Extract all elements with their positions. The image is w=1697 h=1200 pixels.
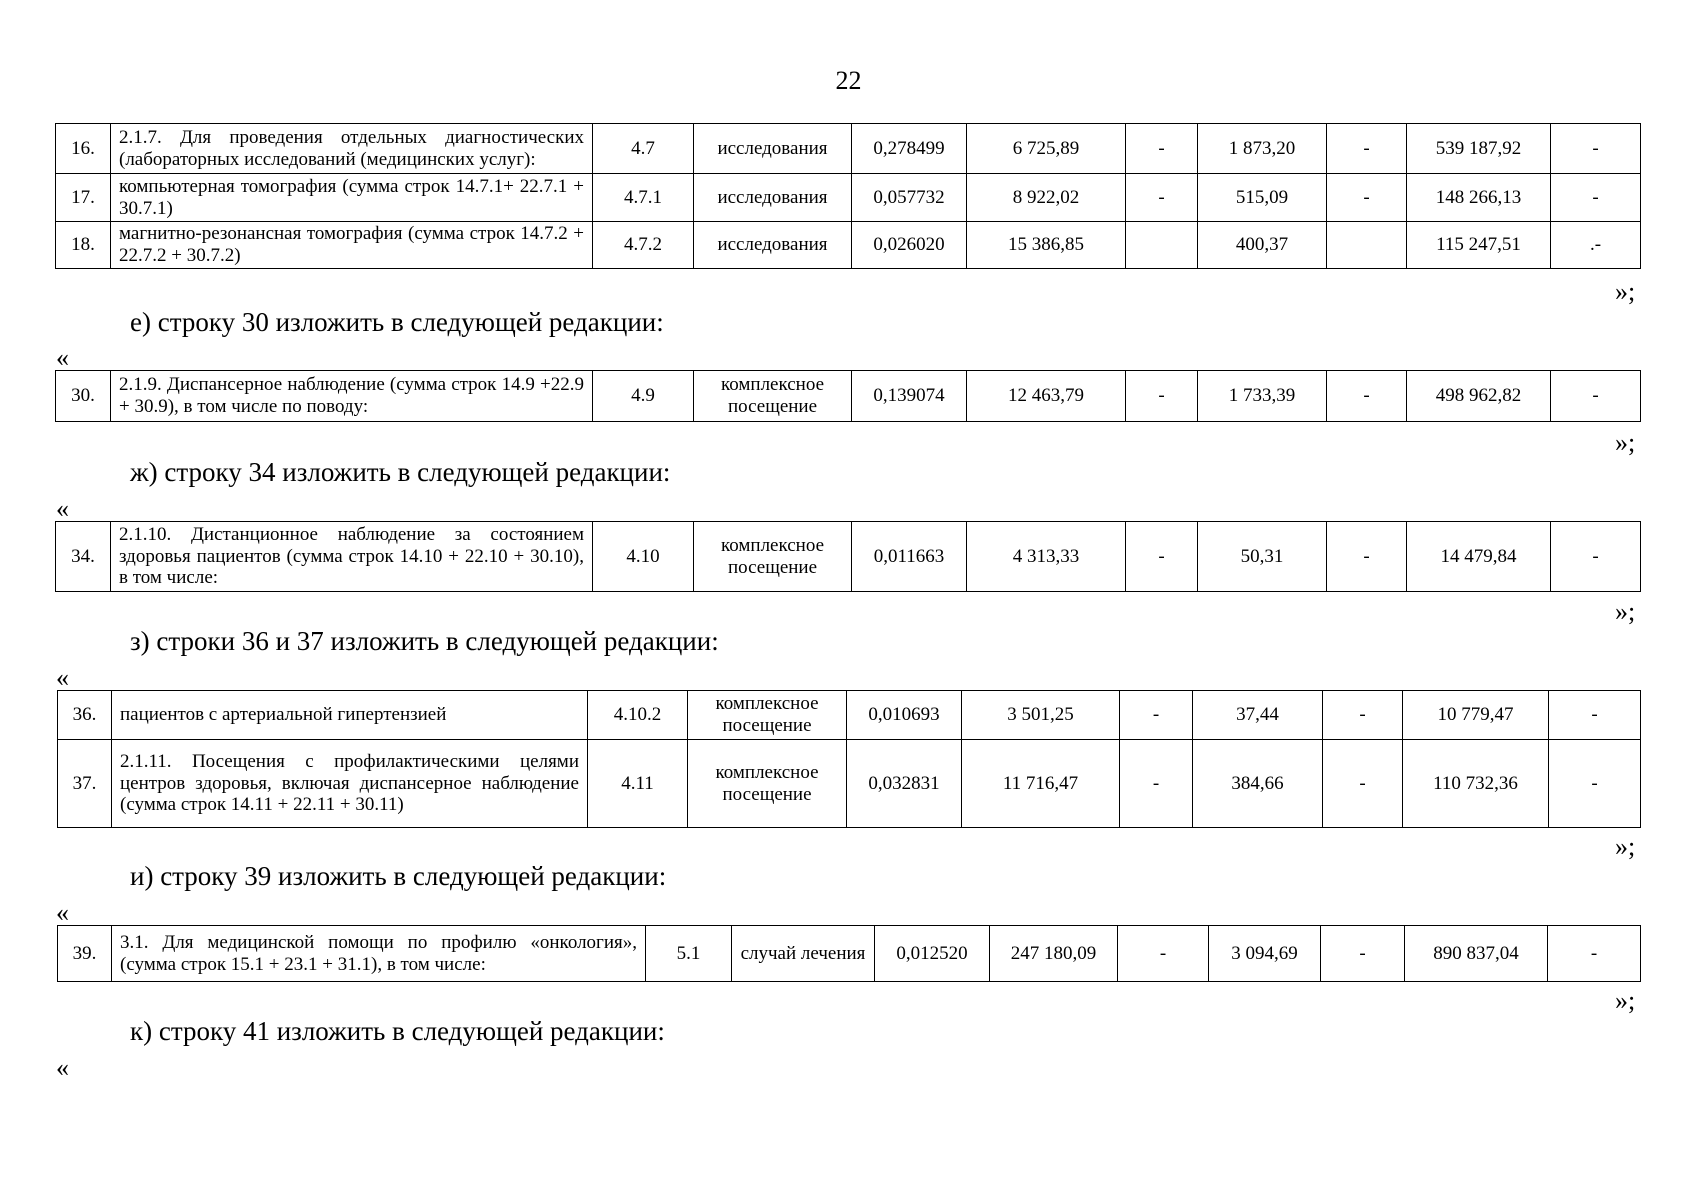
row-name: компьютерная томография (сумма строк 14.7.1+ 22.7.1 + 30.7.1) xyxy=(111,174,593,222)
row-name: 2.1.10. Дистанционное наблюдение за состоянием здоровья пациентов (сумма строк 14.10 + 22.10 + 30.10), в том числе: xyxy=(111,522,593,592)
open-quote: « xyxy=(56,1053,69,1082)
amendment-intro: з) строки 36 и 37 изложить в следующей редакции: xyxy=(130,626,719,656)
row-code: 5.1 xyxy=(646,926,732,982)
amendment-intro: е) строку 30 изложить в следующей редакции: xyxy=(130,307,664,337)
row-col7: - xyxy=(1120,740,1193,828)
row-col10: 110 732,36 xyxy=(1403,740,1549,828)
close-quote: »; xyxy=(1615,277,1636,306)
row-code: 4.10.2 xyxy=(588,691,688,740)
row-number: 39. xyxy=(58,926,112,982)
table-row xyxy=(56,174,1641,222)
row-cost: 12 463,79 xyxy=(967,371,1126,422)
row-col11: - xyxy=(1551,124,1641,174)
close-quote: »; xyxy=(1615,597,1636,626)
amendment-intro: ж) строку 34 изложить в следующей редакции: xyxy=(130,457,671,487)
row-col11: .- xyxy=(1551,222,1641,269)
row-number: 34. xyxy=(56,522,111,592)
row-cost: 3 501,25 xyxy=(962,691,1120,740)
row-volume: 0,139074 xyxy=(852,371,967,422)
amendment-intro: и) строку 39 изложить в следующей редакции: xyxy=(130,861,667,891)
open-quote: « xyxy=(56,663,69,692)
row-unit: комплексное посещение xyxy=(694,522,852,592)
row-name: 2.1.9. Диспансерное наблюдение (сумма строк 14.9 +22.9 + 30.9), в том числе по поводу: xyxy=(111,371,593,422)
row-col11: - xyxy=(1549,740,1641,828)
open-quote: « xyxy=(56,494,69,523)
row-col8: 50,31 xyxy=(1198,522,1327,592)
row-col9 xyxy=(1327,222,1407,269)
row-name: 3.1. Для медицинской помощи по профилю «онкология», (сумма строк 15.1 + 23.1 + 31.1), в том числе: xyxy=(112,926,646,982)
row-col11: - xyxy=(1551,522,1641,592)
table-row-39 xyxy=(57,925,1641,982)
row-col7: - xyxy=(1126,371,1198,422)
row-cost: 6 725,89 xyxy=(967,124,1126,174)
row-number: 16. xyxy=(56,124,111,174)
row-cost: 15 386,85 xyxy=(967,222,1126,269)
table-rows-36-37 xyxy=(57,690,1641,828)
row-volume: 0,012520 xyxy=(875,926,990,982)
amendment-intro: к) строку 41 изложить в следующей редакции: xyxy=(130,1016,665,1046)
row-col7: - xyxy=(1120,691,1193,740)
row-unit: комплексное посещение xyxy=(694,371,852,422)
row-col7 xyxy=(1126,222,1198,269)
row-col8: 384,66 xyxy=(1193,740,1323,828)
table-row xyxy=(56,371,1641,422)
row-unit: случай лечения xyxy=(732,926,875,982)
row-cost: 247 180,09 xyxy=(990,926,1118,982)
row-volume: 0,026020 xyxy=(852,222,967,269)
row-volume: 0,011663 xyxy=(852,522,967,592)
table-row xyxy=(58,926,1641,982)
row-cost: 11 716,47 xyxy=(962,740,1120,828)
row-name: магнитно-резонансная томография (сумма строк 14.7.2 + 22.7.2 + 30.7.2) xyxy=(111,222,593,269)
row-col8: 37,44 xyxy=(1193,691,1323,740)
row-code: 4.10 xyxy=(593,522,694,592)
row-col10: 14 479,84 xyxy=(1407,522,1551,592)
row-col8: 1 733,39 xyxy=(1198,371,1327,422)
table-row xyxy=(56,124,1641,174)
row-code: 4.7.2 xyxy=(593,222,694,269)
row-col9: - xyxy=(1327,522,1407,592)
row-unit: исследования xyxy=(694,222,852,269)
table-row xyxy=(58,691,1641,740)
open-quote: « xyxy=(56,898,69,927)
row-code: 4.7 xyxy=(593,124,694,174)
row-col10: 498 962,82 xyxy=(1407,371,1551,422)
table-row xyxy=(56,222,1641,269)
row-col9: - xyxy=(1327,371,1407,422)
table-rows-16-18 xyxy=(55,123,1641,269)
row-col10: 115 247,51 xyxy=(1407,222,1551,269)
close-quote: »; xyxy=(1615,428,1636,457)
close-quote: »; xyxy=(1615,832,1636,861)
row-volume: 0,032831 xyxy=(847,740,962,828)
table-row xyxy=(58,740,1641,828)
row-col10: 539 187,92 xyxy=(1407,124,1551,174)
row-col10: 890 837,04 xyxy=(1405,926,1548,982)
row-col7: - xyxy=(1118,926,1209,982)
table-row-34 xyxy=(55,521,1641,592)
row-code: 4.9 xyxy=(593,371,694,422)
row-col11: - xyxy=(1548,926,1641,982)
row-name: пациентов с артериальной гипертензией xyxy=(112,691,588,740)
row-col7: - xyxy=(1126,124,1198,174)
row-col8: 1 873,20 xyxy=(1198,124,1327,174)
row-number: 17. xyxy=(56,174,111,222)
row-cost: 4 313,33 xyxy=(967,522,1126,592)
close-quote: »; xyxy=(1615,986,1636,1015)
row-col7: - xyxy=(1126,522,1198,592)
row-number: 30. xyxy=(56,371,111,422)
row-col8: 3 094,69 xyxy=(1209,926,1321,982)
row-name: 2.1.7. Для проведения отдельных диагностических (лабораторных исследований (медицинских услуг): xyxy=(111,124,593,174)
row-col7: - xyxy=(1126,174,1198,222)
row-col9: - xyxy=(1323,691,1403,740)
row-number: 36. xyxy=(58,691,112,740)
row-number: 37. xyxy=(58,740,112,828)
row-unit: комплексное посещение xyxy=(688,691,847,740)
row-unit: комплексное посещение xyxy=(688,740,847,828)
row-col8: 400,37 xyxy=(1198,222,1327,269)
row-col9: - xyxy=(1327,124,1407,174)
row-col8: 515,09 xyxy=(1198,174,1327,222)
page-number: 22 xyxy=(835,66,862,95)
row-code: 4.11 xyxy=(588,740,688,828)
row-col10: 10 779,47 xyxy=(1403,691,1549,740)
row-col9: - xyxy=(1327,174,1407,222)
row-volume: 0,057732 xyxy=(852,174,967,222)
row-volume: 0,010693 xyxy=(847,691,962,740)
table-row xyxy=(56,522,1641,592)
row-col11: - xyxy=(1551,371,1641,422)
row-unit: исследования xyxy=(694,174,852,222)
row-volume: 0,278499 xyxy=(852,124,967,174)
row-code: 4.7.1 xyxy=(593,174,694,222)
row-col10: 148 266,13 xyxy=(1407,174,1551,222)
open-quote: « xyxy=(56,343,69,372)
row-unit: исследования xyxy=(694,124,852,174)
row-col11: - xyxy=(1549,691,1641,740)
row-cost: 8 922,02 xyxy=(967,174,1126,222)
row-name: 2.1.11. Посещения с профилактическими целями центров здоровья, включая диспансерное наблюдение (сумма строк 14.11 + 22.11 + 30.11) xyxy=(112,740,588,828)
row-col9: - xyxy=(1321,926,1405,982)
table-row-30 xyxy=(55,370,1641,422)
row-col11: - xyxy=(1551,174,1641,222)
row-number: 18. xyxy=(56,222,111,269)
row-col9: - xyxy=(1323,740,1403,828)
